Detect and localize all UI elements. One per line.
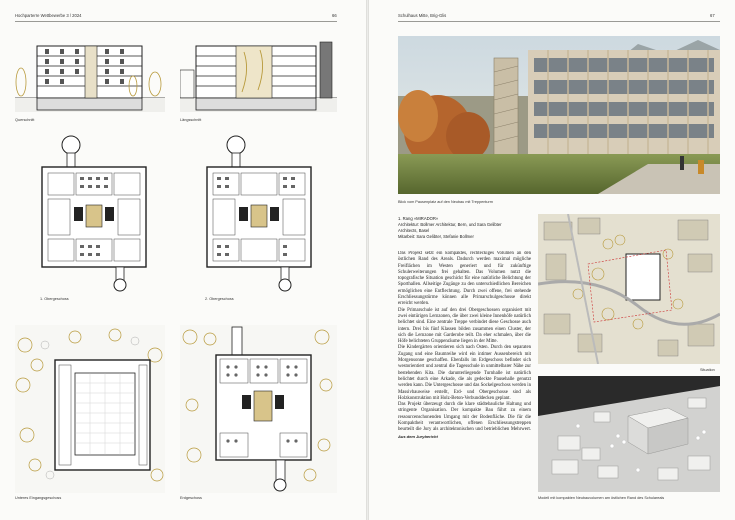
- caption-lower-ground-floor: Unteres Eingangsgeschoss: [15, 496, 62, 500]
- model-photo: [538, 376, 720, 492]
- caption-site-plan: Situation: [700, 368, 715, 372]
- credits-architects-2: Architects, Basel: [398, 228, 430, 234]
- second-floor-plan: [195, 133, 325, 293]
- caption-ground-floor: Erdgeschoss: [180, 496, 202, 500]
- rendering-photo: [398, 36, 720, 194]
- ground-floor-plan: [180, 325, 337, 493]
- caption-rendering-photo: Blick vom Pausenplatz auf den Neubau mit Treppenturm: [398, 200, 493, 204]
- right-header-rule: [398, 21, 720, 22]
- article-body: [398, 251, 531, 501]
- first-floor-plan: [30, 133, 160, 293]
- left-header-title: Hochparterre Wettbewerbe 3 / 2024: [15, 13, 82, 18]
- caption-first-floor: 1. Obergeschoss: [40, 297, 69, 301]
- cross-section-drawing: [15, 40, 165, 112]
- caption-cross-section: Querschnitt: [15, 118, 35, 122]
- credits-rank: 1. Rang «MIRADOR»: [398, 216, 439, 221]
- right-header-title: Schulhaus Mitte, Brig-Glis: [398, 13, 447, 18]
- body-paragraph: Die Primarschule ist auf den drei Obergeschossen organisiert mit zwei eintürigen Lernzonen, die über zwei kleine Innenhöfe natürlich belichtet sind. Eine zentrale Treppe verbindet diese Geschosse auch intern. Drei bis fünf Klassen bilden zusammen einen Cluster, der sich die Lernzone mit Garderobe teilt. Da eher schmalen, über die Höfe belichteten Gruppenräume liegen in der Mitte.: [398, 307, 531, 345]
- credits-architects: Architektur: Bollmer Architektur, Bern, und Sara Gelibter: [398, 222, 502, 228]
- right-page-number: 67: [710, 13, 715, 18]
- caption-long-section: Längsschnitt: [180, 118, 202, 122]
- caption-model-photo: Modell mit kompakten Neubauvolumen am östlichen Rand des Schulareals: [538, 496, 665, 500]
- site-plan: [538, 214, 720, 364]
- caption-second-floor: 2. Obergeschoss: [205, 297, 234, 301]
- body-author: Aus dem Jurybericht: [398, 433, 438, 439]
- long-section-drawing: [180, 40, 337, 112]
- book-gutter: [366, 0, 369, 520]
- body-paragraph: Die Kindergärten orientieren sich nach Osten. Durch den separaten Zugang und eine Baumreihe wird ein intimer Aussenbereich mit Morgensonne geschaffen. Ebenfalls im Erdgeschoss befindet sich westorientiert und zentral die Tagesschule in unmittelbarer Nähe zur bestehenden Kita. Die darunterliegende Turnhalle ist natürlich belichtet durch eine Arkade, die als gedeckte Pausehalle genutzt werden kann. Die Untergeschosse und das Sockelgeschoss werden in Massivbauweise erstellt, Erd- und Obergeschosse sind als Holzkonstruktion mit Holz-Beton-Verbunddecken geplant.: [398, 345, 531, 401]
- left-header-rule: [15, 21, 337, 22]
- left-page-number: 66: [332, 13, 337, 18]
- credits-team: Mitarbeit: Sara Gelibter, Stefanie Bollmer: [398, 234, 474, 240]
- body-paragraph: Das Projekt überzeugt durch die klare städtebauliche Haltung und stringente Organisation. Der kompakte Bau führt zu einem ressourcenschonenden Umgang mit der Bodenfläche. Die für die Kompaktheit verantwortlichen, offenen Erschliessungstreppen beurteilt die Jury als architektonischen und betrieblichen Mehrwert.: [398, 402, 531, 433]
- body-paragraph: Das Projekt setzt ein kompaktes, rechteckiges Volumen an den östlichen Rand des Areals. Dadurch werden maximal mögliche Freiflächen im Westen generiert und für zukünftige Schulerweiterungen frei gehalten. Das Volumen nutzt die topografische Situation geschickt für eine natürliche Belichtung der Sporthallen. Allseitige Zugänge zu den unterschiedlichen Bereichen ermöglichen eine Entflechtung. Durch zwei offene, frei stehende Erschliessungstürme können alle Primarschulgeschosse direkt erreicht werden.: [398, 251, 531, 307]
- project-credits: [398, 216, 530, 240]
- lower-ground-floor-plan: [15, 325, 165, 493]
